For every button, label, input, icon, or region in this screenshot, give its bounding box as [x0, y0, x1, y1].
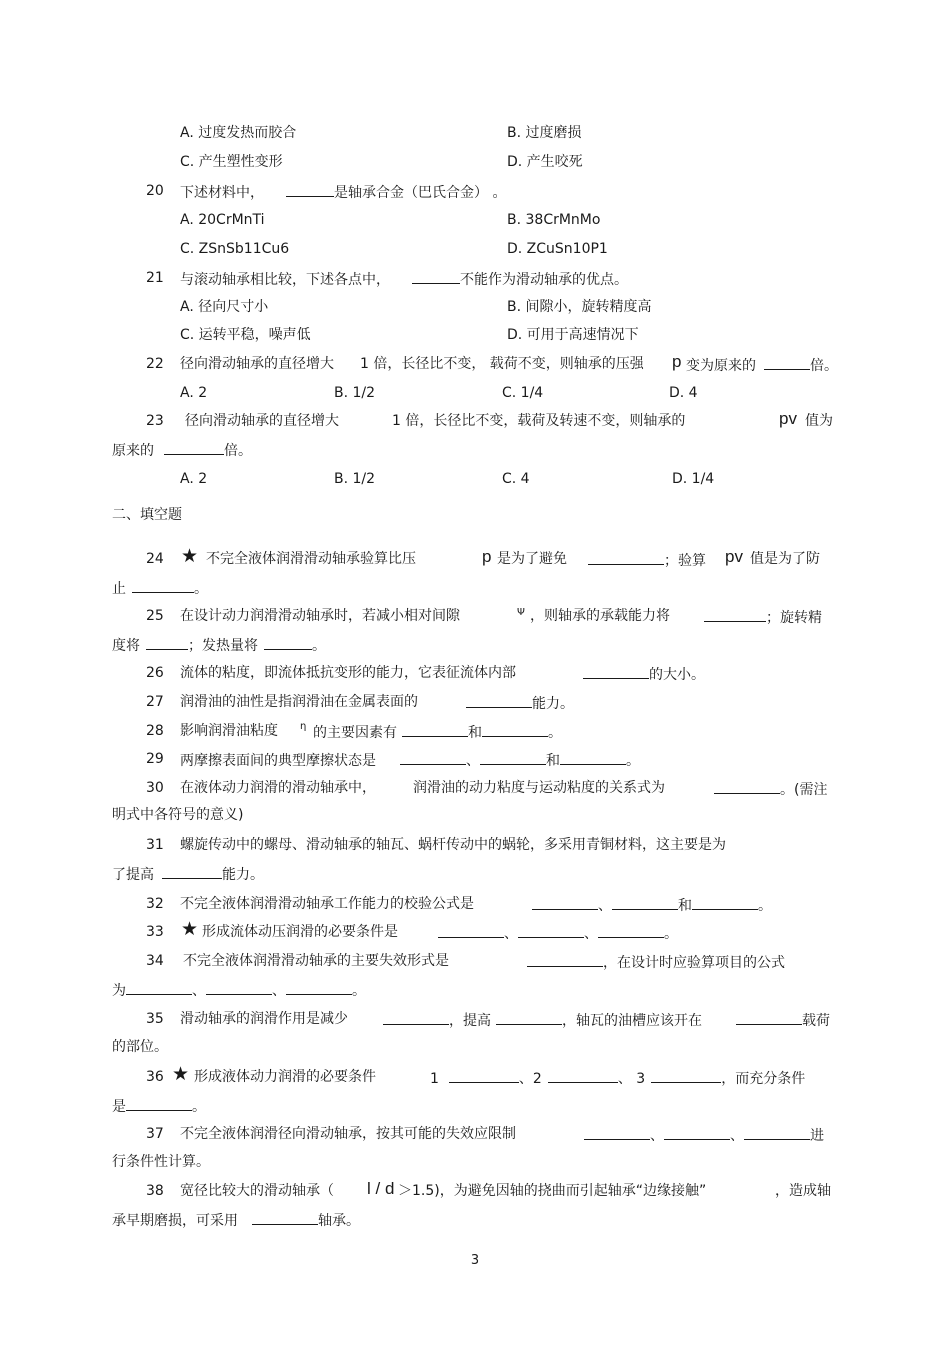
q27-stem-2: 能力。 [466, 693, 574, 713]
q22-symbol-p: p [672, 352, 682, 371]
blank [126, 980, 192, 995]
q37-number: 37 [146, 1126, 164, 1142]
blank [132, 578, 194, 593]
blank [560, 750, 626, 765]
q31-stem-line2: 了提高 能力。 [112, 864, 264, 884]
q23-symbol-pv: pv [779, 409, 797, 428]
q19-option-c: C. 产生塑性变形 [180, 154, 283, 170]
q24-stem-3: ；验算 [588, 550, 706, 570]
q38-stem-line2: 承早期磨损，可采用 轴承。 [112, 1210, 360, 1230]
q20-number: 20 [146, 183, 164, 199]
q34-number: 34 [146, 953, 164, 969]
star-icon: ★ [181, 918, 199, 940]
section-title: 二、填空题 [112, 507, 182, 523]
q22-number: 22 [146, 356, 164, 372]
q22-stem-1: 径向滑动轴承的直径增大 [180, 356, 334, 372]
q22-option-b: B. 1/2 [334, 385, 376, 401]
q32-stem-2: 、 和 。 [532, 895, 772, 915]
q37-stem-1: 不完全液体润滑径向滑动轴承，按其可能的失效应限制 [180, 1126, 516, 1142]
psi-symbol: Ψ [517, 607, 525, 618]
q36-number: 36 [146, 1069, 164, 1085]
q29-number: 29 [146, 751, 164, 767]
q23-option-a: A. 2 [180, 471, 208, 487]
blank [764, 355, 810, 370]
blank [704, 607, 766, 622]
blank [412, 269, 460, 284]
q24-stem-line2: 止 。 [112, 578, 208, 598]
blank [252, 1210, 318, 1225]
blank [651, 1068, 721, 1083]
blank [527, 952, 603, 967]
blank [400, 750, 466, 765]
q21-stem: 与滚动轴承相比较，下述各点中， 不能作为滑动轴承的优点。 [180, 269, 628, 289]
blank [736, 1010, 802, 1025]
q26-stem-2: 的大小。 [583, 664, 705, 684]
star-icon: ★ [172, 1063, 190, 1085]
q27-stem-1: 润滑油的油性是指润滑油在金属表面的 [180, 694, 418, 710]
blank [286, 980, 352, 995]
q21-number: 21 [146, 270, 164, 286]
q24-symbol-p: p [482, 547, 492, 566]
blank [482, 722, 548, 737]
q35-stem-2: ，提高 ，轴瓦的油槽应该开在 [383, 1010, 702, 1030]
q21-option-a: A. 径向尺寸小 [180, 299, 269, 315]
q23-stem-1: 径向滑动轴承的直径增大 [185, 413, 339, 429]
q20-option-a: A. 20CrMnTi [180, 212, 265, 228]
q28-stem-1: 影响润滑油粘度 [180, 723, 278, 739]
q24-symbol-pv: pv [725, 547, 743, 566]
q25-stem-2: ，则轴承的承载能力将 [530, 608, 670, 624]
q29-stem: 两摩擦表面间的典型摩擦状态是 、 和 。 [180, 750, 640, 770]
q28-stem-2: 的主要因素有 和 。 [313, 722, 562, 742]
blank [664, 1125, 730, 1140]
q21-option-d: D. 可用于高速情况下 [507, 327, 639, 343]
q19-option-d: D. 产生咬死 [507, 154, 583, 170]
q24-number: 24 [146, 551, 164, 567]
q22-option-a: A. 2 [180, 385, 208, 401]
blank [438, 923, 504, 938]
blank [449, 1068, 519, 1083]
blank [496, 1010, 562, 1025]
q22-option-c: C. 1/4 [502, 385, 544, 401]
q23-stem-2: 1 倍，长径比不变，载荷及转速不变，则轴承的 [392, 413, 686, 429]
blank [744, 1125, 810, 1140]
q30-number: 30 [146, 780, 164, 796]
q25-stem-1: 在设计动力润滑滑动轴承时，若减小相对间隙 [180, 608, 460, 624]
blank [466, 693, 532, 708]
blank [598, 923, 664, 938]
q38-stem-3: ，造成轴 [775, 1183, 831, 1199]
q35-stem-3: 载荷 [736, 1010, 830, 1030]
q32-number: 32 [146, 896, 164, 912]
eta-symbol: η [300, 721, 307, 732]
blank [164, 440, 224, 455]
blank [402, 722, 468, 737]
q22-stem-3: 变为原来的 倍。 [686, 355, 838, 375]
q30-stem-1: 在液体动力润滑的滑动轴承中， [180, 780, 376, 796]
q38-stem-1: 宽径比较大的滑动轴承（ [180, 1183, 334, 1199]
blank [714, 779, 780, 794]
q25-stem-3: ；旋转精 [704, 607, 822, 627]
q35-stem-line2: 的部位。 [112, 1039, 168, 1055]
q23-option-d: D. 1/4 [672, 471, 715, 487]
q23-option-c: C. 4 [502, 471, 530, 487]
q31-number: 31 [146, 837, 164, 853]
q34-stem-1: 不完全液体润滑滑动轴承的主要失效形式是 [183, 953, 449, 969]
q20-option-b: B. 38CrMnMo [507, 212, 601, 228]
blank [518, 923, 584, 938]
q23-stem-3: 值为 [805, 413, 833, 429]
q21-option-c: C. 运转平稳，噪声低 [180, 327, 311, 343]
q34-stem-line2: 为 、 、 。 [112, 980, 366, 1000]
q33-number: 33 [146, 924, 164, 940]
blank [146, 635, 188, 650]
q38-stem-2: ＞1.5)，为避免因轴的挠曲而引起轴承“边缘接触” [398, 1183, 707, 1199]
q38-number: 38 [146, 1183, 164, 1199]
q36-stem-line2: 是 。 [112, 1096, 206, 1116]
q37-stem-line2: 行条件性计算。 [112, 1154, 210, 1170]
q34-stem-2: ，在设计时应验算项目的公式 [527, 952, 785, 972]
q19-option-a: A. 过度发热而胶合 [180, 125, 297, 141]
q30-stem-3: 。(需注 [714, 779, 827, 799]
q26-number: 26 [146, 665, 164, 681]
blank [206, 980, 272, 995]
q33-stem-2: 、 、 。 [438, 923, 678, 943]
q23-number: 23 [146, 413, 164, 429]
q32-stem-1: 不完全液体润滑滑动轴承工作能力的校验公式是 [180, 896, 474, 912]
q30-stem-2: 润滑油的动力粘度与运动粘度的关系式为 [413, 780, 665, 796]
q20-option-c: C. ZSnSb11Cu6 [180, 241, 290, 257]
q33-stem-1: 形成流体动压润滑的必要条件是 [202, 924, 398, 940]
q21-option-b: B. 间隙小，旋转精度高 [507, 299, 652, 315]
q31-stem-1: 螺旋传动中的螺母、滑动轴承的轴瓦、蜗杆传动中的蜗轮，多采用青铜材料，这主要是为 [180, 837, 726, 853]
q24-stem-4: 值是为了防 [750, 551, 820, 567]
blank [584, 1125, 650, 1140]
q28-number: 28 [146, 723, 164, 739]
blank [532, 895, 598, 910]
q37-stem-2: 、 、 进 [584, 1125, 824, 1145]
q27-number: 27 [146, 694, 164, 710]
q38-symbol-ld: l / d [367, 1179, 395, 1198]
q23-option-b: B. 1/2 [334, 471, 376, 487]
q35-stem-1: 滑动轴承的润滑作用是减少 [180, 1011, 348, 1027]
q20-option-d: D. ZCuSn10P1 [507, 241, 608, 257]
q25-number: 25 [146, 608, 164, 624]
q20-stem: 下述材料中， 是轴承合金（巴氏合金） 。 [180, 182, 506, 202]
blank [264, 635, 312, 650]
blank [286, 182, 334, 197]
blank [480, 750, 546, 765]
blank [162, 864, 222, 879]
blank [548, 1068, 618, 1083]
blank [692, 895, 758, 910]
q19-option-b: B. 过度磨损 [507, 125, 582, 141]
q23-stem-line2: 原来的 倍。 [112, 440, 252, 460]
q24-stem-2: 是为了避免 [497, 551, 567, 567]
q30-stem-line2: 明式中各符号的意义) [112, 807, 244, 823]
q35-number: 35 [146, 1011, 164, 1027]
q24-stem-1: 不完全液体润滑滑动轴承验算比压 [206, 551, 416, 567]
page-number: 3 [470, 1253, 480, 1268]
blank [583, 664, 649, 679]
q22-stem-2: 1 倍，长径比不变， 载荷不变，则轴承的压强 [360, 356, 644, 372]
star-icon: ★ [181, 545, 199, 567]
blank [612, 895, 678, 910]
q36-stem-1: 形成液体动力润滑的必要条件 [194, 1069, 376, 1085]
blank [588, 550, 664, 565]
q26-stem-1: 流体的粘度，即流体抵抗变形的能力，它表征流体内部 [180, 665, 516, 681]
blank [383, 1010, 449, 1025]
blank [126, 1096, 192, 1111]
q25-stem-line2: 度将 ；发热量将 。 [112, 635, 326, 655]
q36-stem-2: 1 、2 、 3 ，而充分条件 [430, 1068, 805, 1088]
q22-option-d: D. 4 [669, 385, 698, 401]
